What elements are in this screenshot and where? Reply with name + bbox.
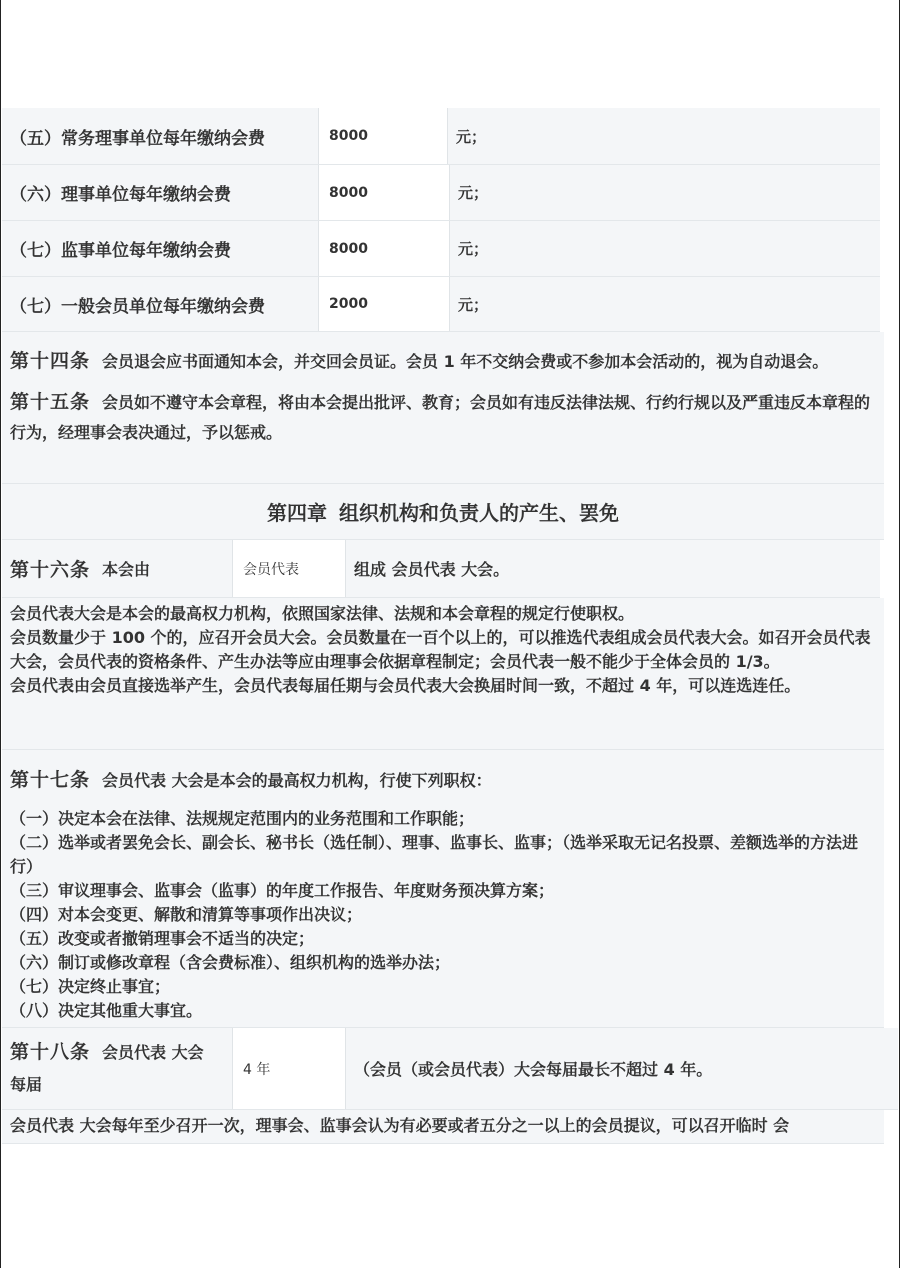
list-item: （四）对本会变更、解散和清算等事项作出决议； [10, 905, 363, 924]
article-number: 第十五条 [10, 391, 91, 413]
article-16-label [2, 540, 232, 597]
article-number: 第十八条 [10, 1041, 91, 1063]
list-item: （三）审议理事会、监事会（监事）的年度工作报告、年度财务预决算方案； [10, 881, 555, 900]
fee-amount-field[interactable]: 8000 [318, 108, 448, 164]
fee-row [2, 108, 880, 165]
article-number: 第十四条 [10, 350, 91, 372]
article-18-line1 [10, 1036, 204, 1069]
page-border-left [0, 0, 1, 1268]
fee-row [2, 277, 880, 332]
list-item: （二）选举或者罢免会长、副会长、秘书长（选任制）、理事、监事长、监事；（选举采取无记名投票、差额选举的方法进行） [10, 833, 859, 876]
fee-row [2, 165, 880, 221]
chapter-title: 组织机构和负责人的产生、罢免 [339, 501, 619, 525]
fee-row [2, 221, 880, 277]
term-field[interactable]: 4 年 [232, 1028, 346, 1109]
list-item: （七）决定终止事宜； [10, 977, 171, 996]
article-text: 会员如不遵守本会章程，将由本会提出批评、教育；会员如有违反法律法规、行约行规以及严重违反本章程的行为，经理事会表决通过，予以惩戒。 [10, 393, 871, 442]
list-item: （八）决定其他重大事宜。 [10, 1001, 203, 1020]
articles-14-15 [2, 332, 884, 484]
fee-amount-field[interactable]: 2000 [318, 277, 450, 331]
article-number: 第十七条 [10, 769, 91, 791]
article-suffix: （会员（或会员代表）大会每届最长不超过 4 年。 [354, 1060, 713, 1079]
article-text: 会员退会应书面通知本会，并交回会员证。会员 1 年不交纳会费或不参加本会活动的，视为自动退会。 [102, 352, 829, 371]
chapter-number: 第四章 [267, 501, 327, 525]
article-16-row [2, 540, 880, 598]
article-14 [10, 346, 876, 377]
list-item: （六）制订或修改章程（含会费标准）、组织机构的选举办法； [10, 953, 451, 972]
article-16-body [2, 598, 884, 750]
fee-label: （五）常务理事单位每年缴纳会费 [10, 128, 265, 149]
article-17-intro [10, 766, 876, 795]
article-number: 第十六条 [10, 559, 91, 581]
fee-amount-field[interactable]: 8000 [318, 165, 450, 220]
fee-unit: 元； [458, 295, 489, 314]
fee-amount-field[interactable]: 8000 [318, 221, 450, 276]
article-18-label [2, 1028, 232, 1109]
fee-unit: 元； [458, 240, 489, 258]
article-15 [10, 387, 876, 448]
fee-unit: 元； [456, 127, 487, 146]
list-item: （一）决定本会在法律、法规规定范围内的业务范围和工作职能； [10, 809, 475, 828]
paragraph: 会员代表由会员直接选举产生，会员代表每届任期与会员代表大会换届时间一致，不超过 4 年，可以连选连任。 [10, 676, 801, 695]
paragraph: 会员代表大会是本会的最高权力机构，依照国家法律、法规和本会章程的规定行使职权。 [10, 604, 635, 623]
fee-unit: 元； [458, 184, 489, 202]
fee-label: （七）一般会员单位每年缴纳会费 [10, 296, 265, 317]
article-18-row [2, 1028, 898, 1110]
paragraph: 会员数量少于 100 个的，应召开会员大会。会员数量在一百个以上的，可以推选代表组成会员代表大会。如召开会员代表大会，会员代表的资格条件、产生办法等应由理事会依据章程制定；会员代表一般不能少于全体会员的 1/3。 [10, 628, 871, 671]
fee-label: （七）监事单位每年缴纳会费 [10, 241, 231, 261]
article-suffix: 组成 会员代表 大会。 [354, 560, 510, 579]
chapter-heading [2, 484, 884, 540]
article-17 [2, 750, 884, 1028]
fee-label: （六）理事单位每年缴纳会费 [10, 185, 231, 205]
article-text: 会员代表 大会是本会的最高权力机构，行使下列职权： [102, 771, 492, 790]
article-prefix-line2: 每届 [10, 1075, 43, 1094]
paragraph: 会员代表 大会每年至少召开一次，理事会、监事会认为有必要或者五分之一以上的会员提议，可以召开临时 会 [10, 1116, 790, 1135]
composition-field[interactable]: 会员代表 [232, 540, 346, 597]
list-item: （五）改变或者撤销理事会不适当的决定； [10, 929, 315, 948]
article-prefix: 本会由 [102, 560, 151, 579]
article-prefix: 会员代表 大会 [102, 1043, 204, 1062]
article-18-continuation [2, 1110, 884, 1144]
